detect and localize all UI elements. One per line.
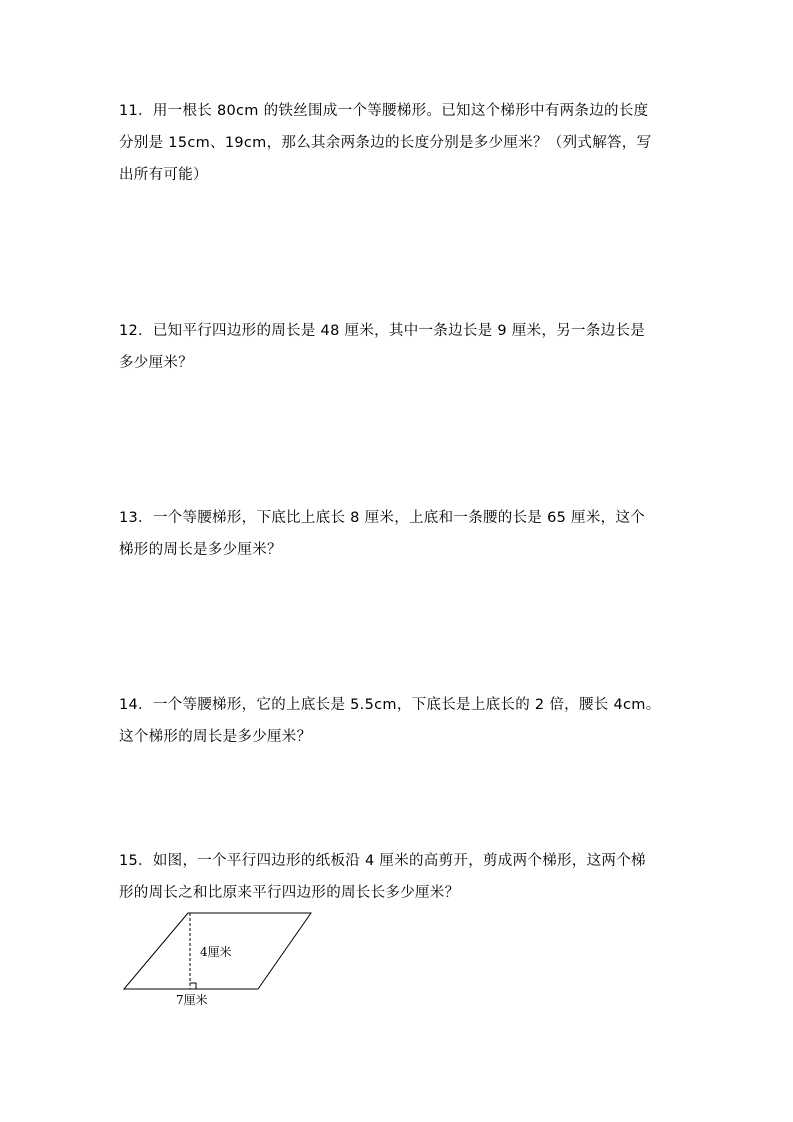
height-label: 4厘米 <box>200 945 232 959</box>
question-11 <box>119 95 679 191</box>
base-label: 7厘米 <box>176 993 208 1007</box>
question-11-line-3: 出所有可能） <box>119 167 208 183</box>
question-14 <box>119 689 679 753</box>
parallelogram-diagram <box>118 905 318 1015</box>
question-13 <box>119 502 679 566</box>
question-15-line-1: 15．如图，一个平行四边形的纸板沿 4 厘米的高剪开，剪成两个梯形，这两个梯 <box>119 853 646 869</box>
right-angle-mark <box>190 983 196 989</box>
question-12-line-1: 12．已知平行四边形的周长是 48 厘米，其中一条边长是 9 厘米，另一条边长是 <box>119 323 646 339</box>
question-11-line-2: 分别是 15cm、19cm，那么其余两条边的长度分别是多少厘米？（列式解答，写 <box>119 135 652 151</box>
question-15-line-2: 形的周长之和比原来平行四边形的周长长多少厘米？ <box>119 885 460 901</box>
parallelogram-figure <box>118 905 318 1015</box>
question-14-line-1: 14．一个等腰梯形，它的上底长是 5.5cm，下底长是上底长的 2 倍，腰长 4cm。 <box>119 697 661 713</box>
question-14-line-2: 这个梯形的周长是多少厘米？ <box>119 729 312 745</box>
question-15 <box>119 845 679 909</box>
question-13-line-2: 梯形的周长是多少厘米？ <box>119 542 282 558</box>
question-12-line-2: 多少厘米？ <box>119 355 193 371</box>
question-11-line-1: 11．用一根长 80cm 的铁丝围成一个等腰梯形。已知这个梯形中有两条边的长度 <box>119 103 649 119</box>
question-12 <box>119 315 679 379</box>
question-13-line-1: 13．一个等腰梯形，下底比上底长 8 厘米，上底和一条腰的长是 65 厘米，这个 <box>119 510 646 526</box>
